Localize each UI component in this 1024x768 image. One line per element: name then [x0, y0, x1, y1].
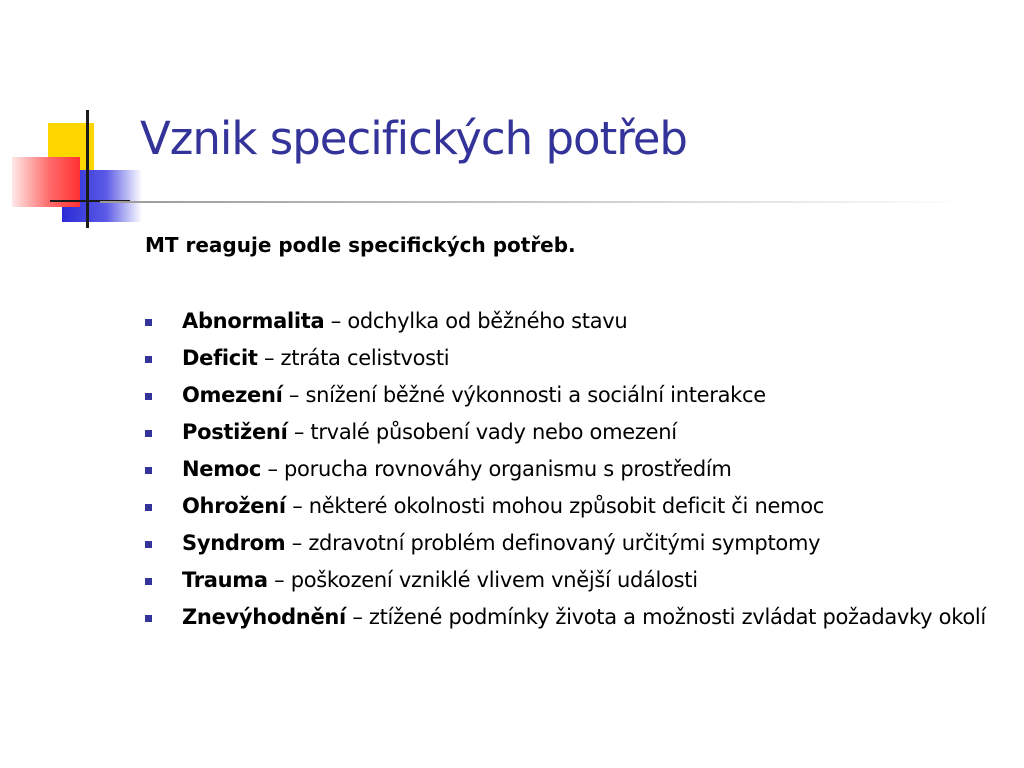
list-item	[145, 343, 995, 373]
term: Syndrom	[182, 531, 286, 555]
definition: – poškození vzniklé vlivem vnější události	[267, 568, 698, 592]
term: Znevýhodnění	[182, 605, 346, 629]
definition: – porucha rovnováhy organismu s prostředím	[261, 457, 732, 481]
definition: – odchylka od běžného stavu	[324, 309, 628, 333]
list-item	[145, 306, 995, 336]
term: Postižení	[182, 420, 288, 444]
list-item	[145, 565, 995, 595]
definitions-list	[145, 306, 995, 639]
square-bullet-icon	[145, 393, 152, 400]
list-item	[145, 380, 995, 410]
definition: – trvalé působení vady nebo omezení	[287, 420, 677, 444]
slide-title: Vznik specifických potřeb	[140, 112, 687, 165]
square-bullet-icon	[145, 504, 152, 511]
term: Abnormalita	[182, 309, 325, 333]
decorative-logo	[0, 0, 150, 240]
square-bullet-icon	[145, 467, 152, 474]
definition: – ztráta celistvosti	[257, 346, 450, 370]
definition: – zdravotní problém definovaný určitými symptomy	[285, 531, 821, 555]
title-divider	[100, 201, 970, 203]
list-item	[145, 454, 995, 484]
list-item	[145, 528, 995, 558]
term: Nemoc	[182, 457, 262, 481]
term: Omezení	[182, 383, 283, 407]
list-item	[145, 602, 995, 632]
square-bullet-icon	[145, 319, 152, 326]
term: Deficit	[182, 346, 258, 370]
term: Trauma	[182, 568, 268, 592]
square-bullet-icon	[145, 578, 152, 585]
vertical-line	[86, 110, 89, 228]
definition: – některé okolnosti mohou způsobit deficit či nemoc	[285, 494, 825, 518]
square-bullet-icon	[145, 356, 152, 363]
square-bullet-icon	[145, 541, 152, 548]
square-bullet-icon	[145, 430, 152, 437]
definition: – ztížené podmínky života a možnosti zvládat požadavky okolí	[345, 605, 986, 629]
list-item	[145, 417, 995, 447]
list-item	[145, 491, 995, 521]
square-bullet-icon	[145, 615, 152, 622]
definition: – snížení běžné výkonnosti a sociální interakce	[282, 383, 766, 407]
slide-subtitle: MT reaguje podle specifických potřeb.	[145, 233, 576, 257]
term: Ohrožení	[182, 494, 286, 518]
